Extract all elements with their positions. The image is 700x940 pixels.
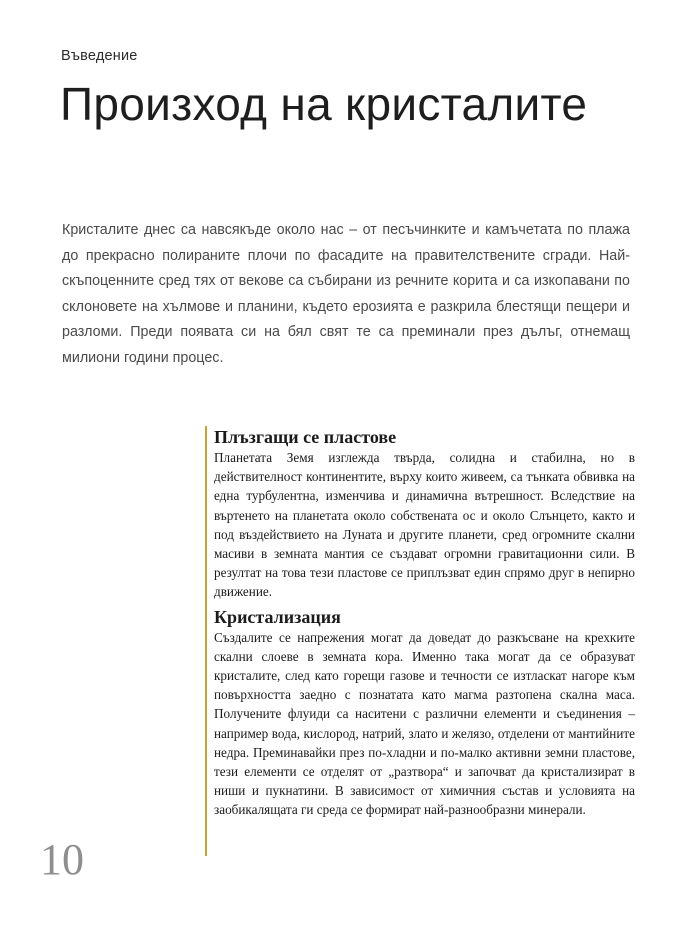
subsection-heading-crystallization: Кристализация: [214, 606, 341, 627]
intro-paragraph: Кристалите днес са навсякъде около нас – от песъчинките и камъчетата по плажа до прекрасно полираните плочи по фасадите на правителствените сгради. Най-скъпоценните сред тях от векове са събирани из речните корита и са изкопавани по склоновете на хълмове и планини, където ерозията е разкрила блестящи пещери и разломи. Преди появата си на бял свят те са преминали през дълъг, отнемащ милиони години процес.: [62, 222, 630, 366]
section-label: Въведение: [61, 48, 138, 64]
subsection-heading-sliding-layers: Плъзгащи се пластове: [214, 427, 397, 447]
page-title: Произход на кристалите: [60, 78, 588, 130]
subsection-text-crystallization: Създалите се напрежения могат да доведат до разкъсване на крехките скални слоеве в земната кора. Именно така могат да се образуват кристалите, след като горещи газове и течности се изтласкат нагоре към повърхността заедно с познатата като магма разтопена скална маса. Получените флуиди са наситени с различни елементи и съединения – например вода, кислород, натрий, злато и желязо, отделени от мантийните недра. Преминавайки през по-хладни и по-малко активни земни пластове, тези елементи се отделят от „разтвора“ и започват да кристализират в ниши и пукнатини. В зависимост от химичния състав и условията на заобикалящата ги среда се формират най-разнообразни минерали.: [214, 629, 635, 818]
body-column: [214, 426, 635, 824]
accent-rule: [205, 426, 207, 856]
page-number: 10: [40, 835, 84, 884]
subsection-text-sliding-layers: Планетата Земя изглежда твърда, солидна и стабилна, но в действителност континентите, върху които живеем, са тънката обвивка на една турбулентна, изменчива и динамична вътрешност. Вследствие на въртенето на планетата около собствената ос и около Слънцето, както и под въздействието на Луната и другите планети, сред огромните скални масиви в земната мантия се създават огромни гравитационни сили. В резултат на това тези пластове се приплъзват един спрямо друг в непирно движение.: [214, 450, 635, 600]
